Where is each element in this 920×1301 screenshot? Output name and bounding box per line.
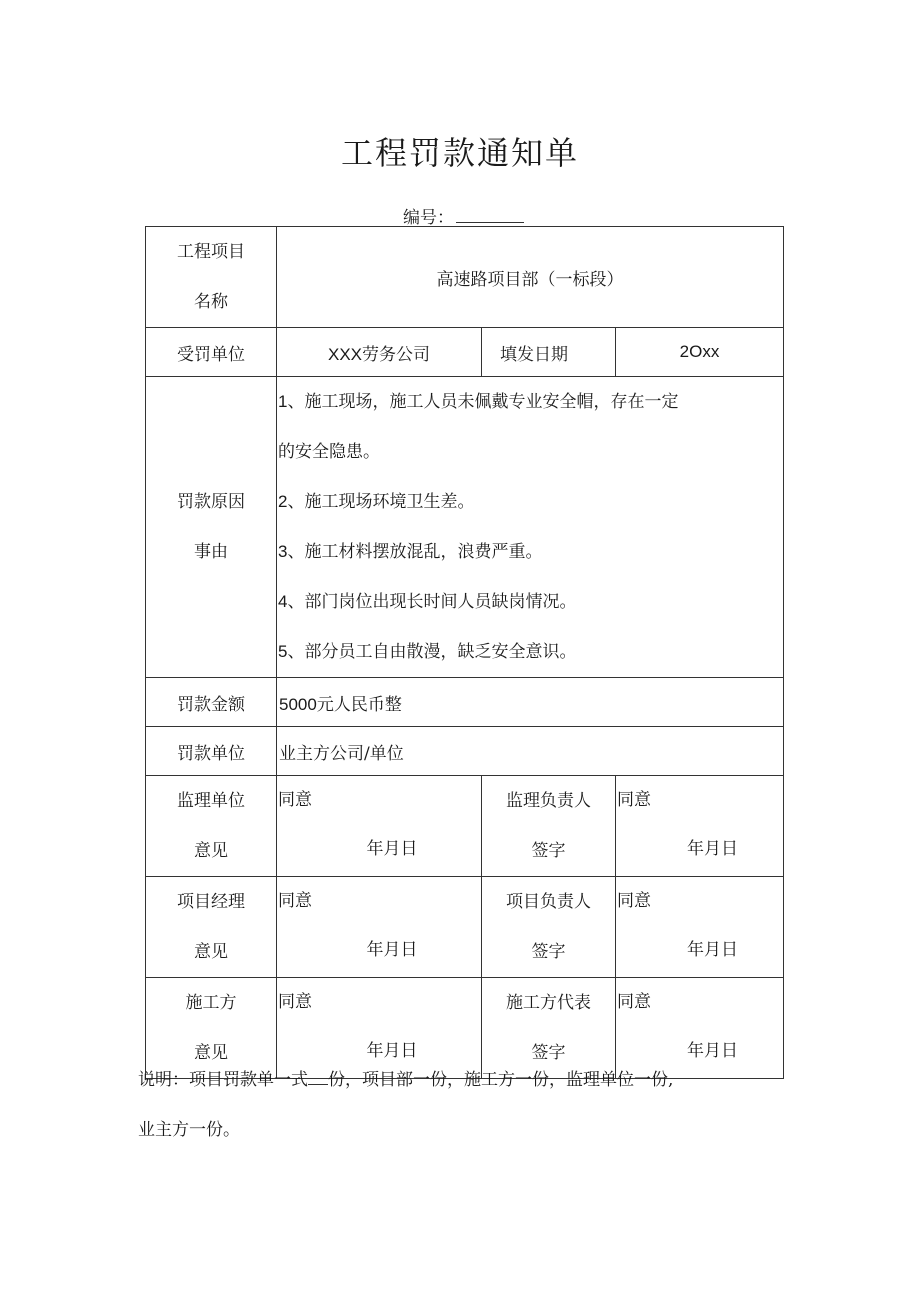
fine-unit-value: 业主方公司/单位 (277, 727, 784, 776)
opinion-label (146, 877, 277, 978)
row-reason (146, 377, 784, 678)
signature-cell (616, 877, 784, 978)
fine-notice-form (145, 226, 784, 1079)
reason-item (278, 527, 783, 577)
opinion-date: 年月日 (366, 839, 418, 859)
signer-label-line2: 签字 (531, 841, 566, 861)
opinion-label-line2: 意见 (194, 841, 228, 861)
project-name-label-line2: 名称 (194, 292, 228, 312)
signature-date: 年月日 (687, 1041, 739, 1061)
reason-item-number: 2 (278, 492, 288, 511)
fine-amount-text: 元人民币整 (316, 694, 402, 715)
signer-label-line2: 签字 (531, 942, 566, 962)
reason-label-line1: 罚款原因 (177, 492, 245, 512)
reason-item-text: 、施工现场，施工人员未佩戴专业安全帽，存在一定 (287, 392, 679, 412)
issue-date-text: 2Oxx (679, 342, 720, 361)
row-manager-opinion (146, 877, 784, 978)
signer-label-line1: 监理负责人 (506, 791, 591, 811)
footer-note-line2: 业主方一份。 (138, 1120, 240, 1140)
project-name-label-line1: 工程项目 (177, 242, 245, 262)
issue-date-label: 填发日期 (482, 328, 616, 377)
signature-date: 年月日 (687, 839, 739, 859)
opinion-label-line1: 项目经理 (177, 892, 245, 912)
opinion-date: 年月日 (366, 1041, 418, 1061)
reason-item (278, 577, 783, 627)
opinion-cell (277, 776, 482, 877)
reason-item-text: 、部分员工自由散漫，缺乏安全意识。 (287, 642, 577, 662)
document-number-blank[interactable] (456, 208, 524, 223)
fine-amount-value (277, 678, 784, 727)
reason-item-text: 、施工现场环境卫生差。 (287, 492, 475, 512)
opinion-agree: 同意 (278, 891, 312, 911)
reason-item-number: 4 (278, 592, 288, 611)
penalized-unit-label: 受罚单位 (146, 328, 277, 377)
signature-agree: 同意 (617, 790, 651, 810)
reason-list (277, 377, 784, 678)
opinion-cell (277, 877, 482, 978)
copies-blank (308, 1070, 328, 1085)
opinion-label-line2: 意见 (194, 1043, 228, 1063)
reason-item-text: 的安全隐患。 (278, 442, 380, 462)
signer-label (482, 776, 616, 877)
reason-item (278, 427, 783, 477)
project-name-value: 高速路项目部（一标段） (277, 227, 784, 328)
row-penalized-unit (146, 328, 784, 377)
document-number-label: 编号： (403, 208, 454, 228)
footer-note-line1 (138, 1055, 758, 1105)
footer-note-text: 份，项目部一份，施工方一份，监理单位一份, (328, 1070, 674, 1090)
reason-item-number: 3 (278, 542, 288, 561)
reason-item (278, 477, 783, 527)
reason-item-number: 1 (278, 392, 288, 411)
reason-item (278, 377, 783, 427)
signer-label-line2: 签字 (531, 1043, 566, 1063)
row-fine-unit (146, 727, 784, 776)
opinion-date: 年月日 (366, 940, 418, 960)
penalized-unit-text: XXX劳务公司 (327, 344, 431, 364)
opinion-label-line2: 意见 (194, 942, 228, 962)
fine-unit-label: 罚款单位 (146, 727, 277, 776)
opinion-label (146, 776, 277, 877)
row-project-name (146, 227, 784, 328)
signature-cell (616, 776, 784, 877)
project-name-label (146, 227, 277, 328)
reason-item (278, 627, 783, 677)
opinion-agree: 同意 (278, 790, 312, 810)
fine-amount-number: 5000 (279, 694, 317, 714)
footer-note-text: 说明：项目罚款单一式 (138, 1070, 308, 1090)
signer-label-line1: 施工方代表 (506, 993, 591, 1013)
penalized-unit-value (277, 328, 482, 377)
opinion-agree: 同意 (278, 992, 312, 1012)
reason-item-text: 、部门岗位出现长时间人员缺岗情况。 (287, 592, 577, 612)
signature-date: 年月日 (687, 940, 739, 960)
signature-agree: 同意 (617, 992, 651, 1012)
row-supervisor-opinion (146, 776, 784, 877)
document-number (403, 203, 524, 228)
signer-label (482, 877, 616, 978)
reason-item-text: 、施工材料摆放混乱，浪费严重。 (287, 542, 543, 562)
opinion-label-line1: 监理单位 (177, 791, 245, 811)
reason-label (146, 377, 277, 678)
reason-item-number: 5 (278, 642, 288, 661)
fine-amount-label: 罚款金额 (146, 678, 277, 727)
footer-note (138, 1055, 758, 1155)
reason-label-line2: 事由 (194, 542, 228, 562)
signature-agree: 同意 (617, 891, 651, 911)
document-title: 工程罚款通知单 (340, 134, 579, 172)
row-fine-amount (146, 678, 784, 727)
issue-date-value (616, 328, 784, 377)
signer-label-line1: 项目负责人 (506, 892, 591, 912)
opinion-label-line1: 施工方 (185, 993, 237, 1013)
